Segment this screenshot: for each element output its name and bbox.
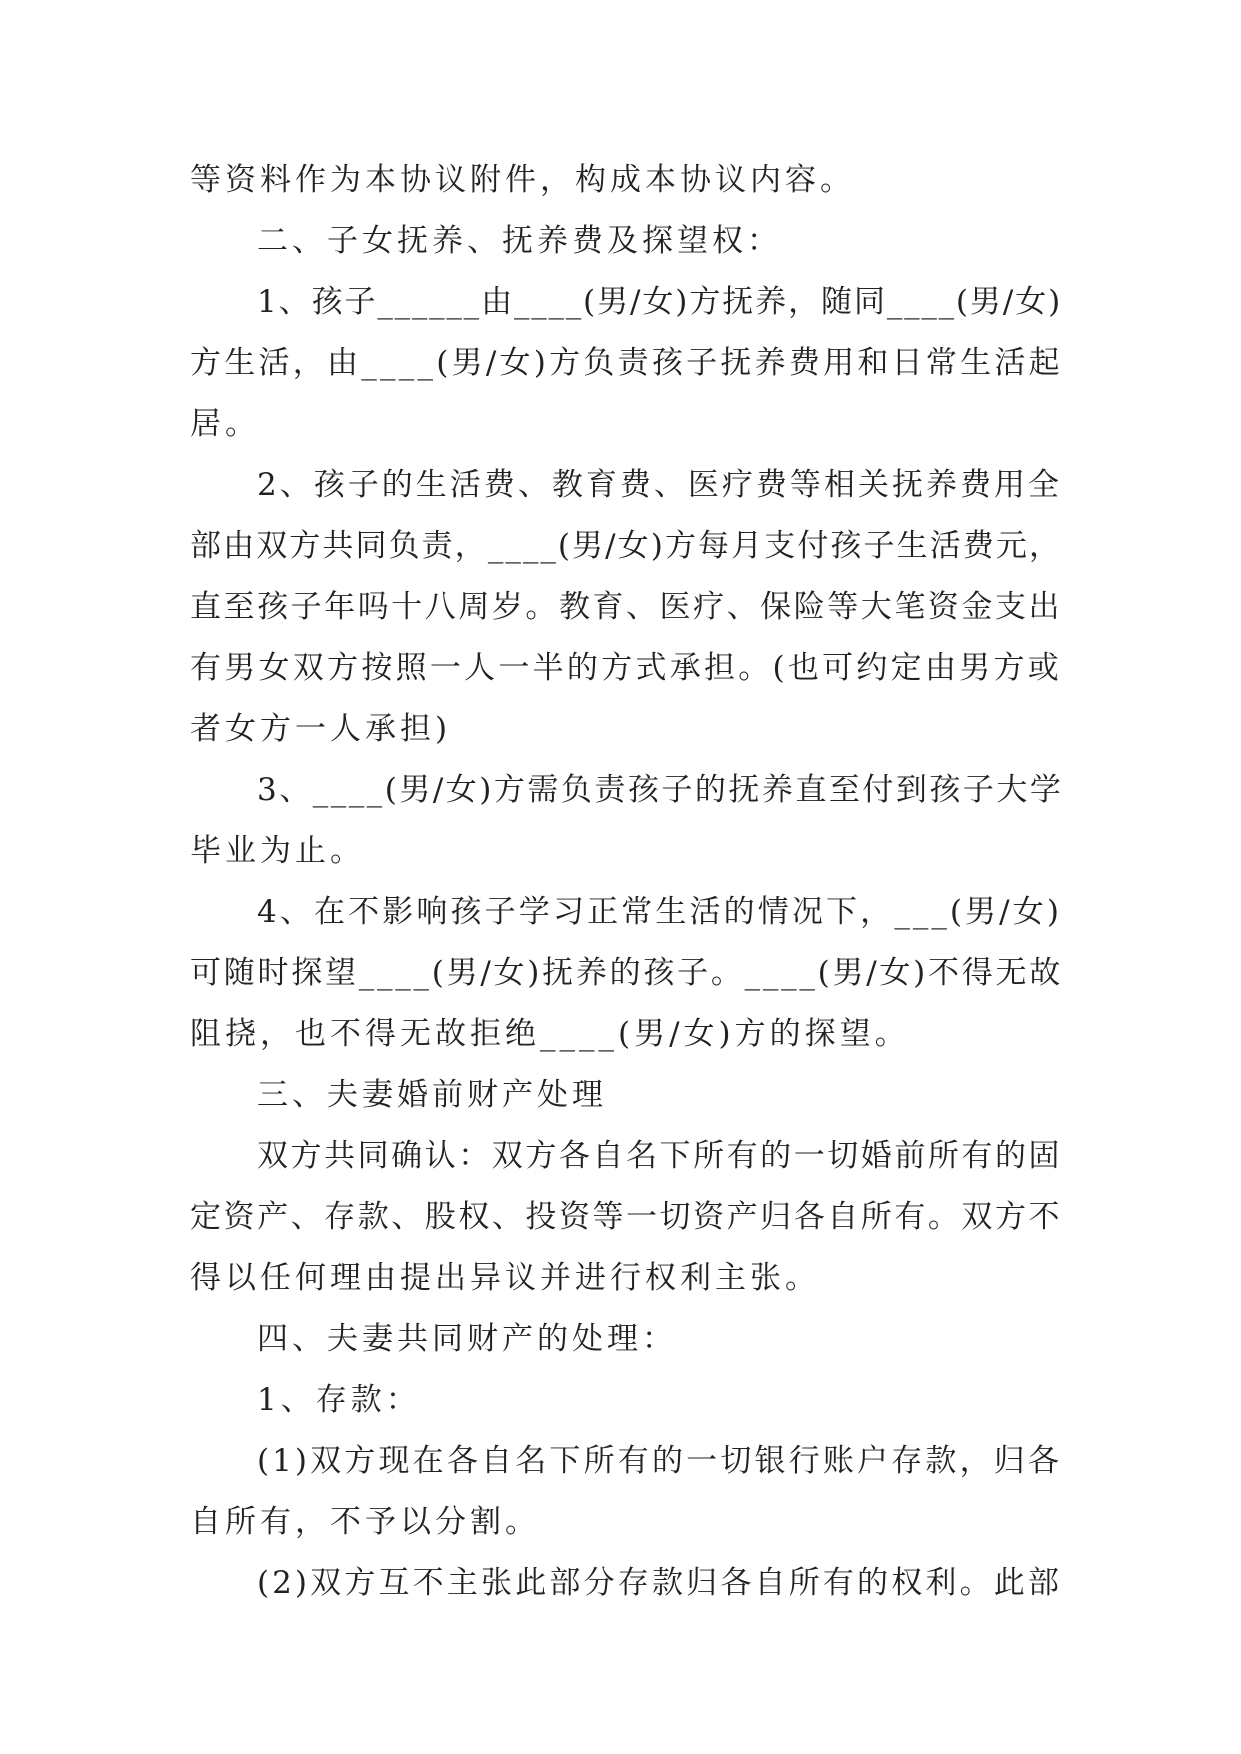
text-line: 1、孩子______由____(男/女)方抚养，随同____(男/女) [257,284,1062,320]
text-line: 可随时探望____(男/女)抚养的孩子。____(男/女)不得无故 [190,955,1064,991]
text-line: 四、夫妻共同财产的处理： [257,1321,677,1357]
text-line: 自所有，不予以分割。 [190,1504,540,1540]
text-line: 者女方一人承担) [190,711,452,747]
text-line: (1)双方现在各自名下所有的一切银行账户存款，归各 [257,1443,1062,1479]
text-line: (2)双方互不主张此部分存款归各自所有的权利。此部 [257,1565,1062,1601]
text-line: 直至孩子年吗十八周岁。教育、医疗、保险等大笔资金支出 [190,589,1062,625]
document-body [190,150,1062,1614]
text-line: 双方共同确认：双方各自名下所有的一切婚前所有的固 [257,1138,1062,1174]
text-line: 方生活，由____(男/女)方负责孩子抚养费用和日常生活起 [190,345,1063,381]
text-line: 三、夫妻婚前财产处理 [257,1077,607,1113]
text-line: 等资料作为本协议附件，构成本协议内容。 [190,162,855,198]
text-line: 3、____(男/女)方需负责孩子的抚养直至付到孩子大学 [257,772,1064,808]
text-line: 1、存款： [257,1382,421,1418]
text-line: 得以任何理由提出异议并进行权利主张。 [190,1260,820,1296]
text-line: 2、孩子的生活费、教育费、医疗费等相关抚养费用全 [257,467,1062,503]
text-line: 部由双方共同负责，____(男/女)方每月支付孩子生活费元， [190,528,1062,564]
text-line: 有男女双方按照一人一半的方式承担。(也可约定由男方或 [190,650,1062,686]
text-line: 毕业为止。 [190,833,365,869]
text-line: 阻挠，也不得无故拒绝____(男/女)方的探望。 [190,1016,910,1052]
text-line: 二、子女抚养、抚养费及探望权： [257,223,782,259]
text-line: 定资产、存款、股权、投资等一切资产归各自所有。双方不 [190,1199,1062,1235]
text-line: 4、在不影响孩子学习正常生活的情况下，___(男/女) [257,894,1062,930]
text-line: 居。 [190,406,260,442]
